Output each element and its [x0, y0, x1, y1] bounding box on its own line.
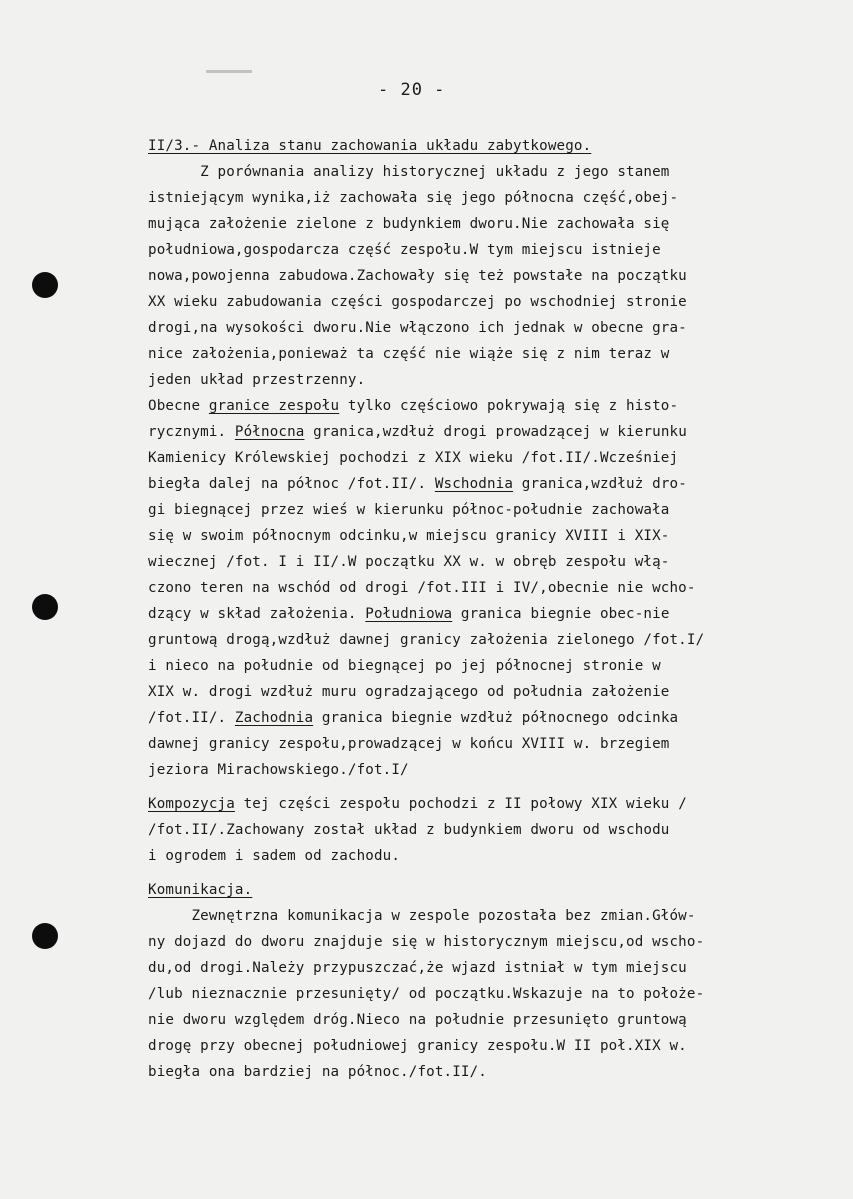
- text-segment: /fot.II/.Zachowany został układ z budynkiem dworu od wschodu: [148, 822, 670, 838]
- paragraph-gap: [148, 869, 818, 877]
- text-segment: dawnej granicy zespołu,prowadzącej w końcu XVIII w. brzegiem: [148, 736, 670, 752]
- text-line: [148, 601, 818, 627]
- text-line: [148, 843, 818, 869]
- text-line: [148, 445, 818, 471]
- text-line: [148, 159, 818, 185]
- text-segment: się w swoim północnym odcinku,w miejscu granicy XVIII i XIX-: [148, 528, 670, 544]
- text-line: [148, 929, 818, 955]
- text-line: [148, 791, 818, 817]
- text-segment: granica biegnie obec-nie: [452, 606, 670, 622]
- text-segment: jeden układ przestrzenny.: [148, 372, 366, 388]
- text-segment: czono teren na wschód od drogi /fot.III i IV/,obecnie nie wcho-: [148, 580, 696, 596]
- punch-hole-middle: [32, 594, 58, 620]
- underlined-text: Komunikacja.: [148, 882, 253, 898]
- text-segment: i nieco na południe od biegnącej po jej północnej stronie w: [148, 658, 661, 674]
- text-segment: i ogrodem i sadem od zachodu.: [148, 848, 401, 864]
- text-line: [148, 1059, 818, 1085]
- text-segment: /fot.II/.: [148, 710, 235, 726]
- text-line: [148, 211, 818, 237]
- text-segment: du,od drogi.Należy przypuszczać,że wjazd istniał w tym miejscu: [148, 960, 687, 976]
- text-line: [148, 817, 818, 843]
- text-segment: biegła dalej na północ /fot.II/.: [148, 476, 435, 492]
- text-segment: jeziora Mirachowskiego./fot.I/: [148, 762, 409, 778]
- text-segment: Obecne: [148, 398, 209, 414]
- text-line: [148, 549, 818, 575]
- text-segment: nowa,powojenna zabudowa.Zachowały się też powstałe na początku: [148, 268, 687, 284]
- text-line: [148, 1033, 818, 1059]
- text-line: [148, 289, 818, 315]
- punch-hole-bottom: [32, 923, 58, 949]
- text-segment: granica,wzdłuż drogi prowadzącej w kierunku: [304, 424, 687, 440]
- text-segment: tylko częściowo pokrywają się z histo-: [339, 398, 679, 414]
- underlined-text: granice zespołu: [208, 398, 340, 414]
- text-segment: drogi,na wysokości dworu.Nie włączono ich jednak w obecne gra-: [148, 320, 687, 336]
- text-segment: rycznymi.: [148, 424, 235, 440]
- underlined-text: Kompozycja: [148, 796, 235, 812]
- text-segment: XIX w. drogi wzdłuż muru ogradzającego od południa założenie: [148, 684, 670, 700]
- text-line: [148, 903, 818, 929]
- text-segment: gi biegnącej przez wieś w kierunku północ-południe zachowała: [148, 502, 670, 518]
- text-segment: wiecznej /fot. I i II/.W początku XX w. w obręb zespołu włą-: [148, 554, 670, 570]
- underlined-text: Południowa: [365, 606, 453, 622]
- text-segment: nie dworu względem dróg.Nieco na południe przesunięto gruntową: [148, 1012, 687, 1028]
- paragraph-gap: [148, 783, 818, 791]
- text-line: [148, 575, 818, 601]
- text-line: [148, 315, 818, 341]
- scan-mark: [206, 70, 252, 73]
- text-line: [148, 1007, 818, 1033]
- text-line: [148, 731, 818, 757]
- text-line: [148, 185, 818, 211]
- underlined-text: Zachodnia: [234, 710, 314, 726]
- underlined-text: II/3.- Analiza stanu zachowania układu zabytkowego.: [148, 138, 592, 154]
- text-line: [148, 981, 818, 1007]
- text-line: [148, 393, 818, 419]
- text-segment: XX wieku zabudowania części gospodarczej po wschodniej stronie: [148, 294, 687, 310]
- text-segment: południowa,gospodarcza część zespołu.W tym miejscu istnieje: [148, 242, 661, 258]
- underlined-text: Północna: [234, 424, 305, 440]
- text-segment: drogę przy obecnej południowej granicy zespołu.W II poł.XIX w.: [148, 1038, 687, 1054]
- text-line: [148, 523, 818, 549]
- page-number: - 20 -: [378, 80, 446, 100]
- document-body: [148, 133, 818, 1085]
- text-line: [148, 237, 818, 263]
- punch-hole-top: [32, 272, 58, 298]
- text-segment: biegła ona bardziej na północ./fot.II/.: [148, 1064, 487, 1080]
- text-line: [148, 705, 818, 731]
- text-line: [148, 367, 818, 393]
- text-segment: Kamienicy Królewskiej pochodzi z XIX wieku /fot.II/.Wcześniej: [148, 450, 679, 466]
- text-segment: istniejącym wynika,iż zachowała się jego północna część,obej-: [148, 190, 679, 206]
- text-line: [148, 679, 818, 705]
- text-line: [148, 263, 818, 289]
- text-line: [148, 757, 818, 783]
- text-line: [148, 133, 818, 159]
- text-segment: granica biegnie wzdłuż północnego odcinka: [313, 710, 679, 726]
- text-segment: mująca założenie zielone z budynkiem dworu.Nie zachowała się: [148, 216, 670, 232]
- text-segment: nice założenia,ponieważ ta część nie wiąże się z nim teraz w: [148, 346, 670, 362]
- underlined-text: Wschodnia: [434, 476, 514, 492]
- text-line: [148, 419, 818, 445]
- text-segment: tej części zespołu pochodzi z II połowy XIX wieku /: [234, 796, 687, 812]
- text-line: [148, 653, 818, 679]
- text-segment: gruntową drogą,wzdłuż dawnej granicy założenia zielonego /fot.I/: [148, 632, 705, 648]
- text-line: [148, 341, 818, 367]
- text-line: [148, 955, 818, 981]
- text-segment: Z porównania analizy historycznej układu z jego stanem: [148, 164, 670, 180]
- text-line: [148, 471, 818, 497]
- text-line: [148, 627, 818, 653]
- text-line: [148, 497, 818, 523]
- text-segment: dzący w skład założenia.: [148, 606, 366, 622]
- text-segment: granica,wzdłuż dro-: [513, 476, 687, 492]
- text-segment: ny dojazd do dworu znajduje się w historycznym miejscu,od wscho-: [148, 934, 705, 950]
- text-segment: Zewnętrzna komunikacja w zespole pozostała bez zmian.Głów-: [148, 908, 696, 924]
- text-segment: /lub nieznacznie przesunięty/ od początku.Wskazuje na to położe-: [148, 986, 705, 1002]
- text-line: [148, 877, 818, 903]
